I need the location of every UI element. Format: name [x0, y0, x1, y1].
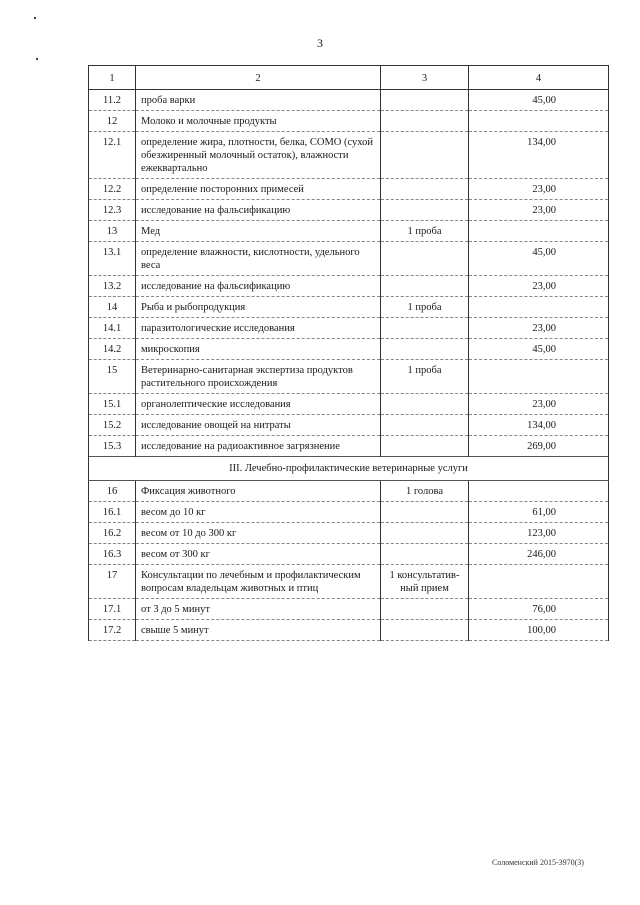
row-number-cell: 13.1: [89, 242, 136, 276]
table-row: [89, 132, 609, 179]
unit-cell: 1 проба: [381, 360, 469, 394]
price-cell: [469, 565, 609, 599]
row-number-cell: 17: [89, 565, 136, 599]
table-row: [89, 200, 609, 221]
section-title: III. Лечебно-профилактические ветеринарные услуги: [89, 457, 609, 481]
service-name-cell: Консультации по лечебным и профилактическим вопросам владельцам животных и птиц: [136, 565, 381, 599]
service-name-cell: органолептические исследования: [136, 394, 381, 415]
unit-cell: [381, 620, 469, 641]
service-name-cell: весом от 300 кг: [136, 544, 381, 565]
row-number-cell: 14: [89, 297, 136, 318]
price-cell: 134,00: [469, 415, 609, 436]
table-row: [89, 565, 609, 599]
row-number-cell: 16: [89, 481, 136, 502]
scan-speck: [36, 58, 38, 60]
section-row: [89, 457, 609, 481]
row-number-cell: 13.2: [89, 276, 136, 297]
header-cell: 3: [381, 66, 469, 90]
unit-cell: [381, 276, 469, 297]
price-cell: 23,00: [469, 276, 609, 297]
row-number-cell: 14.1: [89, 318, 136, 339]
row-number-cell: 15: [89, 360, 136, 394]
service-name-cell: свыше 5 минут: [136, 620, 381, 641]
unit-cell: [381, 415, 469, 436]
price-table: [88, 65, 609, 641]
price-cell: [469, 297, 609, 318]
unit-cell: [381, 242, 469, 276]
price-cell: 23,00: [469, 394, 609, 415]
row-number-cell: 15.3: [89, 436, 136, 457]
service-name-cell: весом до 10 кг: [136, 502, 381, 523]
row-number-cell: 15.1: [89, 394, 136, 415]
unit-cell: 1 голова: [381, 481, 469, 502]
unit-cell: [381, 436, 469, 457]
service-name-cell: исследование овощей на нитраты: [136, 415, 381, 436]
table-row: [89, 339, 609, 360]
page-number: 3: [317, 36, 323, 50]
price-cell: 269,00: [469, 436, 609, 457]
row-number-cell: 13: [89, 221, 136, 242]
header-cell: 1: [89, 66, 136, 90]
price-cell: 61,00: [469, 502, 609, 523]
table-row: [89, 318, 609, 339]
table-row: [89, 502, 609, 523]
row-number-cell: 16.1: [89, 502, 136, 523]
service-name-cell: проба варки: [136, 90, 381, 111]
table-row: [89, 481, 609, 502]
unit-cell: [381, 523, 469, 544]
service-name-cell: определение посторонних примесей: [136, 179, 381, 200]
service-name-cell: определение влажности, кислотности, удельного веса: [136, 242, 381, 276]
row-number-cell: 12.2: [89, 179, 136, 200]
table-row: [89, 297, 609, 318]
table-row: [89, 415, 609, 436]
row-number-cell: 12.1: [89, 132, 136, 179]
unit-cell: [381, 318, 469, 339]
service-name-cell: весом от 10 до 300 кг: [136, 523, 381, 544]
unit-cell: [381, 339, 469, 360]
service-name-cell: исследование на радиоактивное загрязнение: [136, 436, 381, 457]
price-cell: 100,00: [469, 620, 609, 641]
table-row: [89, 276, 609, 297]
price-cell: 76,00: [469, 599, 609, 620]
table-row: [89, 242, 609, 276]
table-row: [89, 90, 609, 111]
table-row: [89, 599, 609, 620]
table-row: [89, 523, 609, 544]
unit-cell: [381, 200, 469, 221]
table-row: [89, 544, 609, 565]
row-number-cell: 17.1: [89, 599, 136, 620]
price-cell: [469, 360, 609, 394]
service-name-cell: исследование на фальсификацию: [136, 200, 381, 221]
unit-cell: [381, 90, 469, 111]
table-row: [89, 179, 609, 200]
table-row: [89, 394, 609, 415]
table-row: [89, 620, 609, 641]
service-name-cell: Ветеринарно-санитарная экспертиза продуктов растительного происхождения: [136, 360, 381, 394]
price-cell: 45,00: [469, 339, 609, 360]
table-row: [89, 360, 609, 394]
unit-cell: [381, 599, 469, 620]
service-name-cell: Фиксация животного: [136, 481, 381, 502]
service-name-cell: Рыба и рыбопродукция: [136, 297, 381, 318]
price-cell: [469, 111, 609, 132]
scan-speck: [34, 17, 36, 19]
price-cell: 23,00: [469, 200, 609, 221]
row-number-cell: 12.3: [89, 200, 136, 221]
row-number-cell: 16.3: [89, 544, 136, 565]
header-cell: 2: [136, 66, 381, 90]
price-cell: 123,00: [469, 523, 609, 544]
unit-cell: 1 проба: [381, 221, 469, 242]
unit-cell: [381, 544, 469, 565]
unit-cell: [381, 394, 469, 415]
price-cell: 23,00: [469, 318, 609, 339]
row-number-cell: 17.2: [89, 620, 136, 641]
row-number-cell: 15.2: [89, 415, 136, 436]
service-name-cell: Молоко и молочные продукты: [136, 111, 381, 132]
row-number-cell: 14.2: [89, 339, 136, 360]
price-cell: 45,00: [469, 90, 609, 111]
service-name-cell: микроскопия: [136, 339, 381, 360]
footer-code: Соломенский 2015-3970(3): [492, 858, 584, 867]
table-row: [89, 221, 609, 242]
table-row: [89, 436, 609, 457]
unit-cell: [381, 502, 469, 523]
service-name-cell: паразитологические исследования: [136, 318, 381, 339]
table-header-row: [89, 66, 609, 90]
service-name-cell: исследование на фальсификацию: [136, 276, 381, 297]
unit-cell: [381, 132, 469, 179]
price-cell: [469, 221, 609, 242]
unit-cell: [381, 179, 469, 200]
price-cell: 134,00: [469, 132, 609, 179]
price-cell: 45,00: [469, 242, 609, 276]
table-row: [89, 111, 609, 132]
service-name-cell: от 3 до 5 минут: [136, 599, 381, 620]
service-name-cell: определение жира, плотности, белка, СОМО (сухой обезжиренный молочный остаток), влажности ежеквартально: [136, 132, 381, 179]
row-number-cell: 11.2: [89, 90, 136, 111]
price-cell: 246,00: [469, 544, 609, 565]
unit-cell: 1 проба: [381, 297, 469, 318]
price-cell: [469, 481, 609, 502]
unit-cell: 1 консультатив-ный прием: [381, 565, 469, 599]
row-number-cell: 12: [89, 111, 136, 132]
price-cell: 23,00: [469, 179, 609, 200]
unit-cell: [381, 111, 469, 132]
row-number-cell: 16.2: [89, 523, 136, 544]
header-cell: 4: [469, 66, 609, 90]
service-name-cell: Мед: [136, 221, 381, 242]
